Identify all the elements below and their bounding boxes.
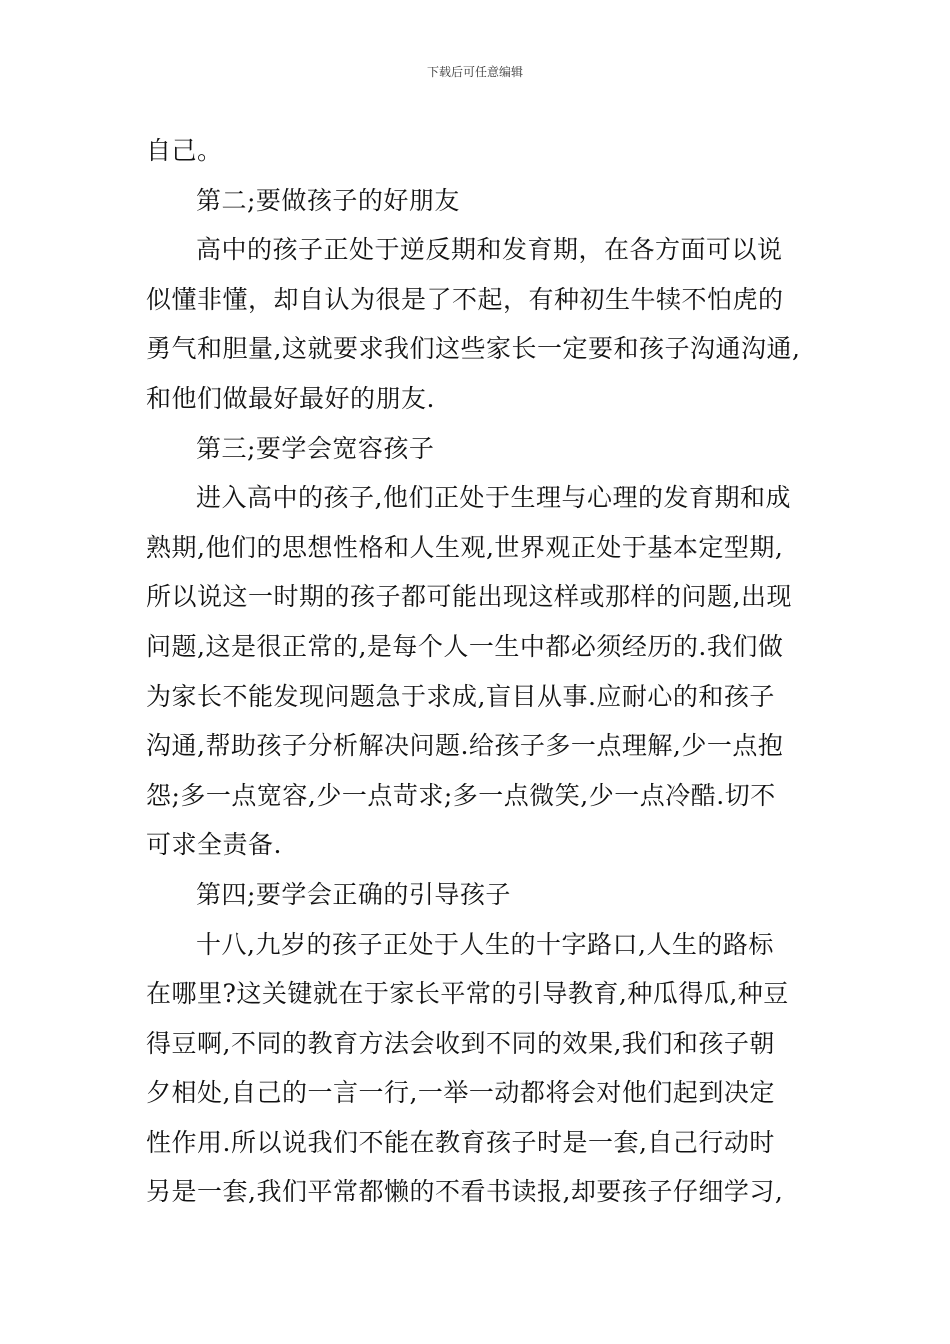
text-line: 可求全责备.	[146, 830, 282, 860]
text-line: 十八,九岁的孩子正处于人生的十字路口,人生的路标	[196, 929, 774, 959]
text-line: 勇气和胆量,这就要求我们这些家长一定要和孩子沟通沟通,	[146, 334, 801, 364]
text-line: 高中的孩子正处于逆反期和发育期，在各方面可以说	[196, 235, 783, 265]
text-line: 所以说这一时期的孩子都可能出现这样或那样的问题,出现	[146, 582, 792, 612]
text-line: 另是一套,我们平常都懒的不看书读报,却要孩子仔细学习,	[146, 1177, 784, 1207]
text-line: 问题,这是很正常的,是每个人一生中都必须经历的.我们做	[146, 631, 784, 661]
text-line: 熟期,他们的思想性格和人生观,世界观正处于基本定型期,	[146, 532, 784, 562]
text-line: 进入高中的孩子,他们正处于生理与心理的发育期和成	[196, 483, 791, 513]
text-line: 沟通,帮助孩子分析解决问题.给孩子多一点理解,少一点抱	[146, 731, 784, 761]
text-line: 得豆啊,不同的教育方法会收到不同的效果,我们和孩子朝	[146, 1028, 775, 1058]
text-line: 和他们做最好最好的朋友.	[146, 383, 435, 413]
text-line: 怨;多一点宽容,少一点苛求;多一点微笑,少一点冷酷.切不	[146, 780, 776, 810]
section-heading: 第四;要学会正确的引导孩子	[196, 879, 511, 909]
text-line: 夕相处,自己的一言一行,一举一动都将会对他们起到决定	[146, 1078, 775, 1108]
text-line: 性作用.所以说我们不能在教育孩子时是一套,自己行动时	[146, 1127, 775, 1157]
document-body	[146, 126, 814, 1217]
section-heading: 第三;要学会宽容孩子	[196, 433, 435, 463]
page-header: 下载后可任意编辑	[426, 65, 523, 79]
text-line: 在哪里?这关键就在于家长平常的引导教育,种瓜得瓜,种豆	[146, 979, 789, 1009]
section-heading: 第二;要做孩子的好朋友	[196, 185, 460, 215]
text-line: 似懂非懂，却自认为很是了不起，有种初生牛犊不怕虎的	[146, 284, 784, 314]
text-line: 自己。	[146, 136, 223, 165]
text-line: 为家长不能发现问题急于求成,盲目从事.应耐心的和孩子	[146, 681, 775, 711]
